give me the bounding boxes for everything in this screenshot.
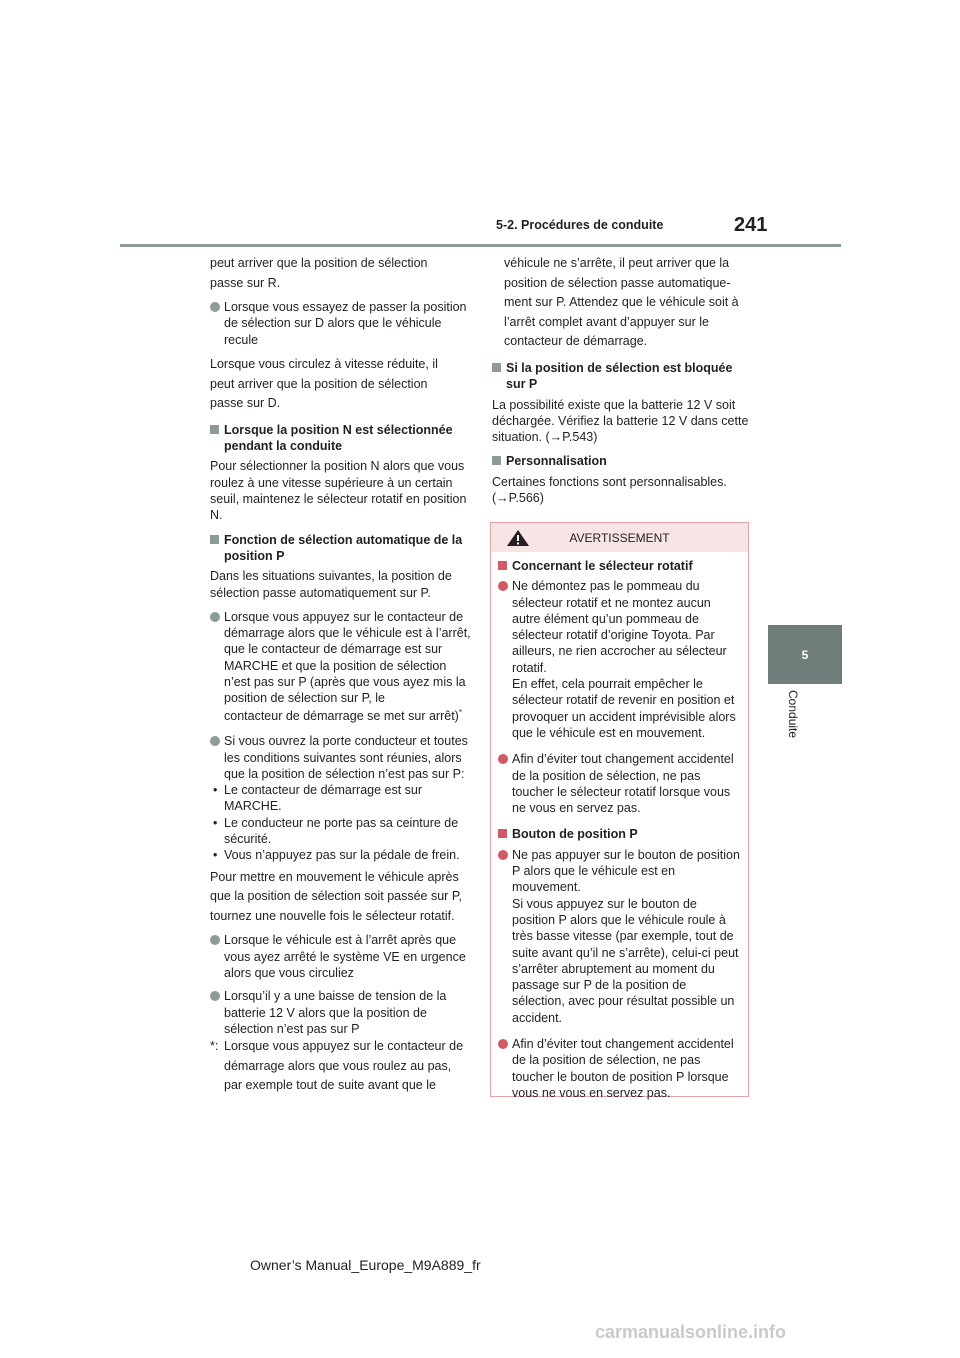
condition-item: • Vous n’appuyez pas sur la pédale de frein. [210, 847, 472, 863]
warning-title: AVERTISSEMENT [569, 530, 670, 545]
warning-text: En effet, cela pourrait empêcher le sélecteur rotatif de revenir en position et provoquer un accident imprévisible alors que le véhicule est en mouvement. [512, 677, 736, 740]
footer-text: Owner’s Manual_Europe_M9A889_fr [250, 1257, 481, 1273]
footnote-mark: *: [210, 1039, 219, 1054]
right-column [492, 254, 750, 512]
chapter-tab [768, 625, 842, 684]
warning-bullet: Afin d’éviter tout changement accidentel de la position de sélection, ne pas toucher le sélecteur rotatif lorsque vous ne vous en servez pas. [498, 751, 741, 816]
section-title: 5-2. Procédures de conduite [496, 218, 664, 232]
paragraph: position de sélection passe automatique- [504, 275, 731, 290]
warning-section-heading: Bouton de position P [498, 826, 741, 842]
paragraph: Pour sélectionner la position N alors que vous roulez à une vitesse supérieure à un certain seuil, maintenez le sélecteur rotatif en position N. [210, 459, 467, 523]
paragraph: La possibilité existe que la batterie 12 V soit déchargée. Vérifiez la batterie 12 V dans cette situation. (→P.543) [492, 397, 749, 445]
paragraph: passe sur R. [210, 275, 281, 290]
paragraph: Certaines fonctions sont personnalisables. (→P.566) [492, 474, 727, 506]
paragraph: tournez une nouvelle fois le sélecteur rotatif. [210, 908, 455, 923]
paragraph: contacteur de démarrage. [504, 334, 648, 349]
condition-item: • Le contacteur de démarrage est sur MARCHE. [210, 782, 472, 815]
page-number: 241 [734, 214, 768, 236]
paragraph: véhicule ne s’arrête, il peut arriver que la [504, 256, 730, 270]
footnote-line: démarrage alors que vous roulez au pas, [224, 1058, 452, 1073]
warning-bullet: Afin d’éviter tout changement accidentel de la position de sélection, ne pas toucher le bouton de position P lorsque vous ne vous en servez pas. [498, 1036, 741, 1101]
condition-item: • Le conducteur ne porte pas sa ceinture de sécurité. [210, 815, 472, 848]
footnote [210, 1037, 472, 1096]
warning-text: Si vous appuyez sur le bouton de position P alors que le véhicule roule à très basse vitesse (par exemple, tout de suite avant qu’il ne s’arrête), celui-ci peut s’arrêter abruptement au moment du passage sur P de la position de sélection, avec pour résultat possible un accident. [512, 896, 739, 1025]
bullet-item: Si vous ouvrez la porte conducteur et toutes les conditions suivantes sont réunies, alors que la position de sélection n’est pas sur P: [210, 733, 472, 782]
bullet-text: Lorsque vous appuyez sur le contacteur de démarrage alors que le véhicule est à l’arrêt, que le contacteur de démarrage est sur MARCHE et que la position de sélection n’est pas sur P (après que vous ayez mis la position de sélection sur P, le [224, 609, 471, 706]
paragraph: ment sur P. Attendez que le véhicule soit à [504, 295, 739, 310]
warning-text: Ne démontez pas le pommeau du sélecteur rotatif et ne montez aucun autre élément qu’un pommeau de sélecteur rotatif d’origine Toyota. Par ailleurs, ne rien accrocher au sélecteur rotatif. [512, 579, 727, 675]
warning-bullet [498, 847, 741, 1026]
paragraph: passe sur D. [210, 396, 281, 411]
watermark: carmanualsonline.info [595, 1322, 787, 1342]
footnote-line: par exemple tout de suite avant que le [224, 1078, 436, 1093]
section-heading: Fonction de sélection automatique de la position P [210, 532, 472, 565]
bullet-text-end [224, 707, 472, 727]
section-heading: Lorsque la position N est sélectionnée pendant la conduite [210, 422, 472, 455]
warning-icon [507, 530, 529, 546]
warning-header [491, 523, 748, 552]
warning-bullet [498, 578, 741, 741]
bullet-text-end-span: contacteur de démarrage se met sur arrêt) [224, 708, 459, 723]
warning-section-heading: Concernant le sélecteur rotatif [498, 558, 741, 574]
left-column [210, 254, 472, 1096]
section-heading: Si la position de sélection est bloquée sur P [492, 360, 750, 393]
section-heading: Personnalisation [492, 453, 750, 469]
warning-body [491, 552, 748, 1101]
paragraph: peut arriver que la position de sélection [210, 256, 428, 270]
paragraph: Pour mettre en mouvement le véhicule après [210, 869, 459, 884]
warning-box [490, 522, 749, 1100]
paragraph: Lorsque vous circulez à vitesse réduite, il [210, 357, 438, 372]
warning-text: Ne pas appuyer sur le bouton de position P alors que le véhicule est en mouvement. [512, 847, 740, 895]
chapter-label [786, 690, 804, 750]
footnote-line: Lorsque vous appuyez sur le contacteur de [224, 1039, 464, 1054]
chapter-number: 5 [801, 647, 809, 662]
bullet-item: Lorsqu’il y a une baisse de tension de la batterie 12 V alors que la position de sélection n’est pas sur P [210, 988, 472, 1037]
bullet-item [210, 609, 472, 726]
asterisk-mark: * [458, 707, 462, 717]
paragraph: que la position de sélection soit passée sur P, [210, 889, 463, 904]
bullet-item: Lorsque le véhicule est à l’arrêt après que vous ayez arrêté le système VE en urgence alors que vous circuliez [210, 932, 472, 981]
paragraph: Dans les situations suivantes, la position de sélection passe automatiquement sur P. [210, 569, 452, 600]
chapter-label-text: Conduite [786, 690, 800, 739]
paragraph: l’arrêt complet avant d’appuyer sur le [504, 314, 709, 329]
paragraph: peut arriver que la position de sélection [210, 376, 428, 391]
bullet-item: Lorsque vous essayez de passer la position de sélection sur D alors que le véhicule recule [210, 299, 472, 348]
header-divider [120, 244, 841, 247]
